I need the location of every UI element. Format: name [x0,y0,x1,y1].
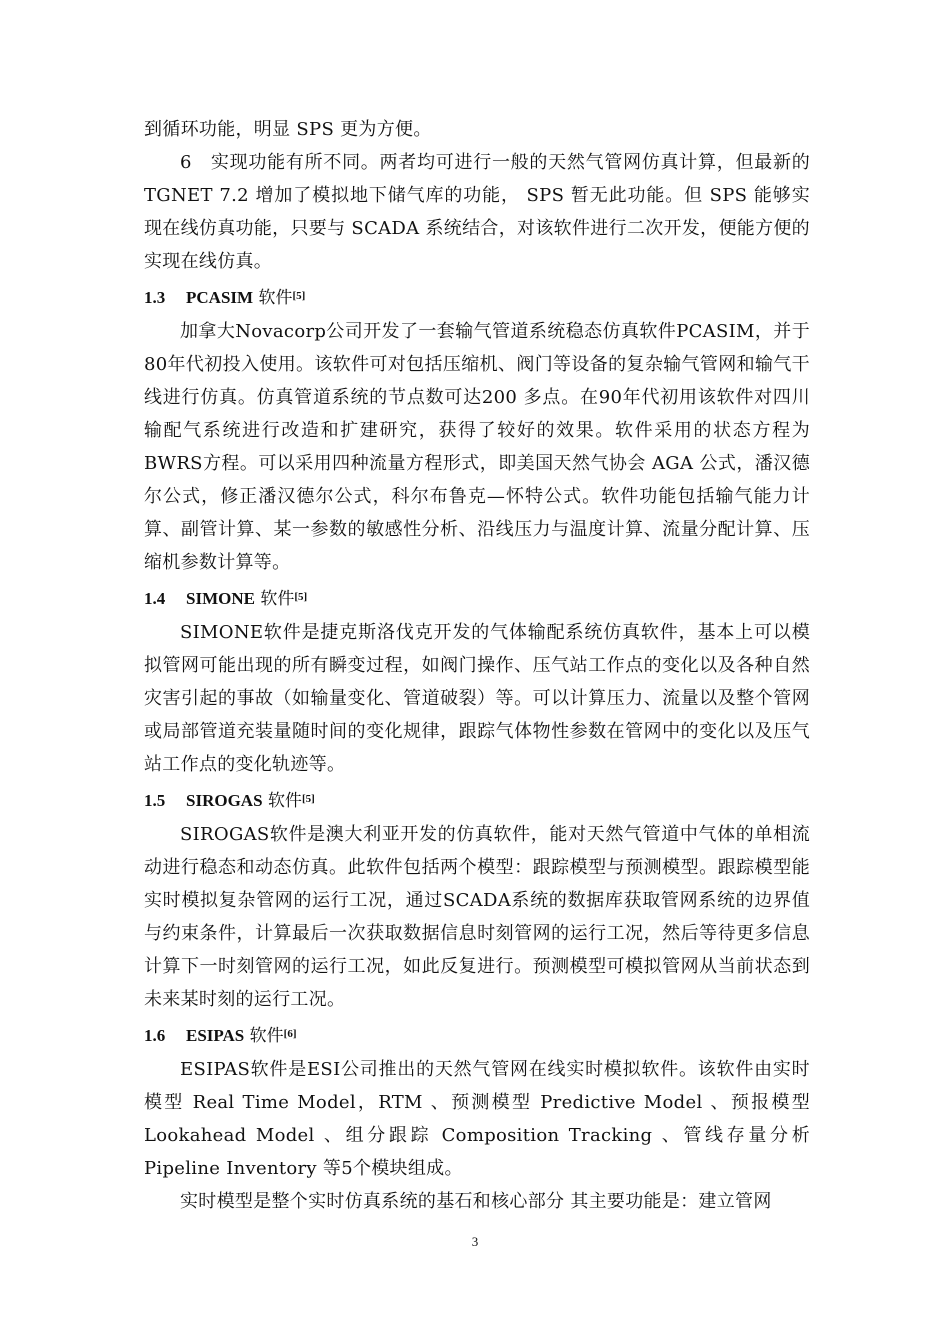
section-name: SIROGAS [186,791,263,810]
section-paragraph: ESIPAS软件是ESI公司推出的天然气管网在线实时模拟软件。该软件由实时模型 Real Time Model，RTM 、预测模型 Predictive Model 、预报模型 Lookahead Model 、组分跟踪 Composition Tracking 、管线存量分析 Pipeline Inventory 等5个模块组成。 [144,1059,810,1179]
section-heading-1-5 [144,783,810,818]
citation-ref: [5] [301,793,315,805]
section-name: PCASIM [186,288,254,307]
citation-ref: [6] [283,1028,297,1040]
section-number: 1.5 [144,791,166,810]
section-paragraph: 加拿大Novacorp公司开发了一套输气管道系统稳态仿真软件PCASIM，并于80年代初投入使用。该软件可对包括压缩机、阀门等设备的复杂输气管网和输气干线进行仿真。仿真管道系统的节点数可达200 多点。在90年代初用该软件对四川输配气系统进行改造和扩建研究，获得了较好的效果。软件采用的状态方程为BWRS方程。可以采用四种流量方程形式，即美国天然气协会 AGA 公式，潘汉德尔公式，修正潘汉德尔公式，科尔布鲁克—怀特公式。软件功能包括输气能力计算、副管计算、某一参数的敏感性分析、沿线压力与温度计算、流量分配计算、压缩机参数计算等。 [144,321,810,573]
section-number: 1.6 [144,1026,166,1045]
page-number: 3 [471,1234,479,1249]
page-body [144,113,810,1218]
section-name: ESIPAS [186,1026,245,1045]
citation-ref: [5] [294,591,308,603]
section-heading-1-4 [144,581,810,616]
section-paragraph: 实时模型是整个实时仿真系统的基石和核心部分 其主要功能是：建立管网 [180,1191,772,1212]
section-suffix: 软件 [249,1026,284,1046]
citation-ref: [5] [292,290,306,302]
section-suffix: 软件 [260,589,295,609]
paragraph-item-6: 6 实现功能有所不同。两者均可进行一般的天然气管网仿真计算，但最新的 TGNET 7.2 增加了模拟地下储气库的功能， SPS 暂无此功能。但 SPS 能够实现在线仿真功能，只要与 SCADA 系统结合，对该软件进行二次开发，便能方便的实现在线仿真。 [144,152,810,272]
section-number: 1.3 [144,288,166,307]
section-paragraph: SIROGAS软件是澳大利亚开发的仿真软件，能对天然气管道中气体的单相流动进行稳态和动态仿真。此软件包括两个模型：跟踪模型与预测模型。跟踪模型能实时模拟复杂管网的运行工况，通过SCADA系统的数据库获取管网系统的边界值与约束条件，计算最后一次获取数据信息时刻管网的运行工况，然后等待更多信息计算下一时刻管网的运行工况，如此反复进行。预测模型可模拟管网从当前状态到未来某时刻的运行工况。 [144,824,810,1010]
section-suffix: 软件 [258,288,293,308]
paragraph-continuation: 到循环功能，明显 SPS 更为方便。 [144,119,432,140]
section-number: 1.4 [144,589,166,608]
section-paragraph: SIMONE软件是捷克斯洛伐克开发的气体输配系统仿真软件，基本上可以模拟管网可能出现的所有瞬变过程，如阀门操作、压气站工作点的变化以及各种自然灾害引起的事故（如输量变化、管道破裂）等。可以计算压力、流量以及整个管网或局部管道充装量随时间的变化规律，跟踪气体物性参数在管网中的变化以及压气站工作点的变化轨迹等。 [144,622,810,775]
section-name: SIMONE [186,589,255,608]
section-suffix: 软件 [267,791,302,811]
section-heading-1-6 [144,1018,810,1053]
section-heading-1-3 [144,280,810,315]
